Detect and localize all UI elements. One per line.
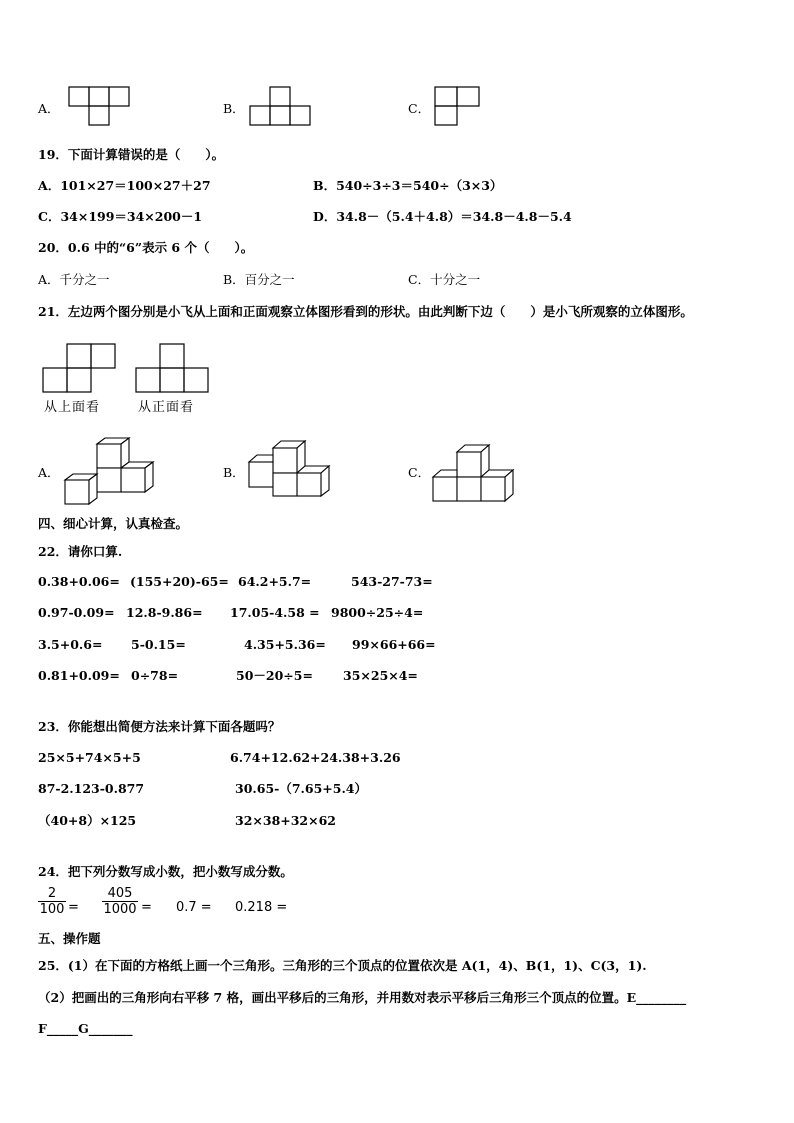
q22-stem: 22．请你口算. [38, 544, 123, 559]
q24-fraction-2-denominator: 1000 [103, 902, 137, 917]
q24-fraction-2 [102, 886, 138, 917]
q19-stem: 19．下面计算错误的是（ ）。 [38, 147, 225, 162]
q24-fraction-1-equals: = [68, 900, 79, 915]
q21-front-view-figure [135, 343, 213, 395]
q24-decimal-2: 0.218 = [235, 900, 288, 915]
q22-item: 50－20÷5= [236, 668, 313, 683]
q21-stem: 21．左边两个图分别是小飞从上面和正面观察立体图形看到的形状。由此判断下边（ ）是小飞所观察的立体图形。 [38, 304, 693, 319]
q21-caption-front: 从正面看 [138, 400, 195, 415]
q19-option-a: A．101×27＝100×27＋27 [38, 178, 211, 193]
q24-fraction-1-numerator: 2 [38, 886, 66, 902]
q22-item: 0.81+0.09= [38, 668, 120, 683]
section-5-heading: 五、操作题 [38, 931, 101, 946]
q23-item: 6.74+12.62+24.38+3.26 [230, 750, 401, 765]
q25-answer-line[interactable]: F_____G_______ [38, 1021, 133, 1036]
q22-item: 0.38+0.06= [38, 574, 120, 589]
q22-item: 5-0.15= [131, 637, 186, 652]
q20-option-a: A．千分之一 [38, 272, 110, 287]
q21-option-b-label: B． [223, 465, 245, 480]
q18-option-c-figure [434, 86, 484, 128]
q25-part-2: （2）把画出的三角形向右平移 7 格，画出平移后的三角形，并用数对表示平移后三角形三个顶点的位置。E________ [38, 990, 687, 1005]
q24-fraction-2-numerator: 405 [102, 886, 138, 902]
q22-item: 0.97-0.09= [38, 605, 115, 620]
q21-option-a-figure [64, 436, 160, 506]
q21-option-a-label: A． [38, 465, 60, 480]
q19-option-b: B．540÷3÷3＝540÷（3×3） [313, 178, 503, 193]
q22-item: 17.05-4.58 = [230, 605, 320, 620]
q23-item: 30.65-（7.65+5.4） [235, 781, 367, 796]
q21-caption-top: 从上面看 [44, 400, 101, 415]
q24-fraction-2-equals: = [141, 900, 152, 915]
q23-item: 32×38+32×62 [235, 813, 337, 828]
q18-option-a-figure [68, 86, 132, 128]
q19-option-d: D．34.8－（5.4＋4.8）＝34.8－4.8－5.4 [313, 209, 572, 224]
q21-option-c-label: C． [408, 465, 431, 480]
q18-option-a-label: A． [38, 101, 60, 116]
q25-part-1: 25．(1）在下面的方格纸上画一个三角形。三角形的三个顶点的位置依次是 A(1，4)、B(1，1)、C(3，1). [38, 958, 647, 973]
q24-stem: 24．把下列分数写成小数，把小数写成分数。 [38, 864, 293, 879]
q22-item: 12.8-9.86= [126, 605, 203, 620]
q18-option-b-label: B． [223, 101, 245, 116]
q22-item: 3.5+0.6= [38, 637, 103, 652]
q21-option-b-figure [248, 438, 334, 498]
q23-item: 25×5+74×5+5 [38, 750, 141, 765]
q18-option-c-label: C． [408, 101, 431, 116]
q24-fraction-1-denominator: 100 [39, 902, 65, 917]
q23-item: （40+8）×125 [38, 813, 137, 828]
q24-fraction-1 [38, 886, 66, 917]
q23-item: 87-2.123-0.877 [38, 781, 145, 796]
section-4-heading: 四、细心计算，认真检查。 [38, 516, 189, 531]
q22-item: 0÷78= [131, 668, 179, 683]
q22-item: 35×25×4= [343, 668, 418, 683]
q18-option-b-figure [249, 86, 313, 128]
q22-item: 64.2+5.7= [238, 574, 312, 589]
q22-item: 9800÷25÷4= [331, 605, 424, 620]
q22-item: 4.35+5.36= [244, 637, 326, 652]
q20-option-c: C．十分之一 [408, 272, 481, 287]
q22-item: (155+20)-65= [130, 574, 229, 589]
q19-option-c: C．34×199＝34×200－1 [38, 209, 203, 224]
q20-option-b: B．百分之一 [223, 272, 295, 287]
q21-option-c-figure [432, 442, 520, 504]
q22-item: 543-27-73= [351, 574, 433, 589]
q22-item: 99×66+66= [352, 637, 436, 652]
q24-decimal-1: 0.7 = [176, 900, 212, 915]
q21-top-view-figure [42, 343, 120, 395]
q23-stem: 23．你能想出简便方法来计算下面各题吗？ [38, 719, 281, 734]
q20-stem: 20．0.6 中的“6”表示 6 个（ ）。 [38, 240, 254, 255]
